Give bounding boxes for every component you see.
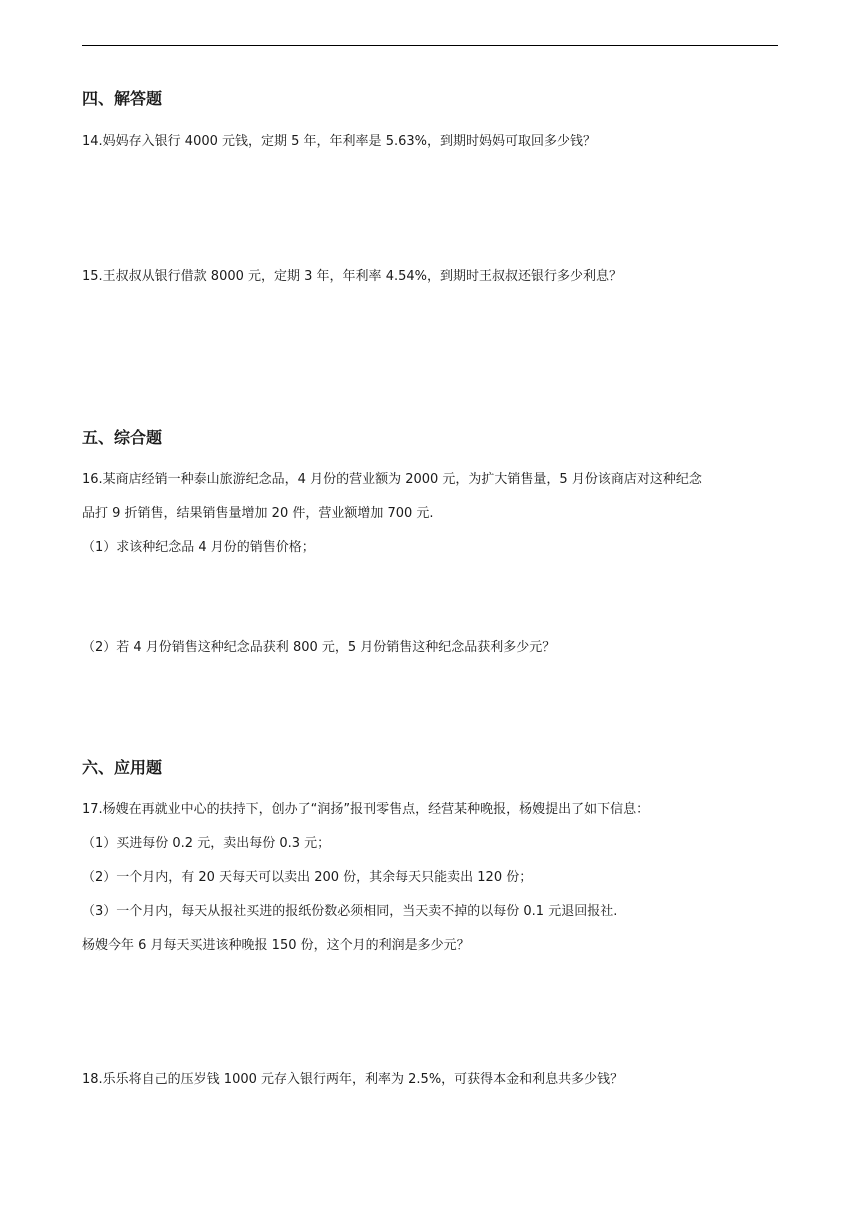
header-rule [82, 45, 778, 46]
question-17-question: 杨嫂今年 6 月每天买进该种晚报 150 份，这个月的利润是多少元？ [82, 938, 470, 953]
question-16-line-1: 16.某商店经销一种泰山旅游纪念品，4 月份的营业额为 2000 元，为扩大销售量，5 月份该商店对这种纪念 [82, 472, 702, 487]
question-17-info-3: （3）一个月内，每天从报社买进的报纸份数必须相同，当天卖不掉的以每份 0.1 元退回报社. [82, 904, 618, 919]
section-title-6: 六、应用题 [82, 758, 163, 777]
question-16-part-2: （2）若 4 月份销售这种纪念品获利 800 元，5 月份销售这种纪念品获利多少元？ [82, 640, 556, 655]
section-title-5: 五、综合题 [82, 428, 163, 447]
question-16-part-1: （1）求该种纪念品 4 月份的销售价格； [82, 540, 315, 555]
question-14: 14.妈妈存入银行 4000 元钱，定期 5 年，年利率是 5.63%，到期时妈妈可取回多少钱？ [82, 134, 596, 149]
question-15: 15.王叔叔从银行借款 8000 元，定期 3 年，年利率 4.54%，到期时王叔叔还银行多少利息？ [82, 269, 622, 284]
question-18: 18.乐乐将自己的压岁钱 1000 元存入银行两年，利率为 2.5%，可获得本金和利息共多少钱？ [82, 1072, 624, 1087]
section-title-4: 四、解答题 [82, 89, 163, 108]
question-17-info-2: （2）一个月内，有 20 天每天可以卖出 200 份，其余每天只能卖出 120 份； [82, 870, 533, 885]
question-17-intro: 17.杨嫂在再就业中心的扶持下，创办了“润扬”报刊零售点，经营某种晚报，杨嫂提出了如下信息： [82, 802, 650, 817]
question-16-line-2: 品打 9 折销售，结果销售量增加 20 件，营业额增加 700 元. [82, 506, 434, 521]
question-17-info-1: （1）买进每份 0.2 元，卖出每份 0.3 元； [82, 836, 331, 851]
